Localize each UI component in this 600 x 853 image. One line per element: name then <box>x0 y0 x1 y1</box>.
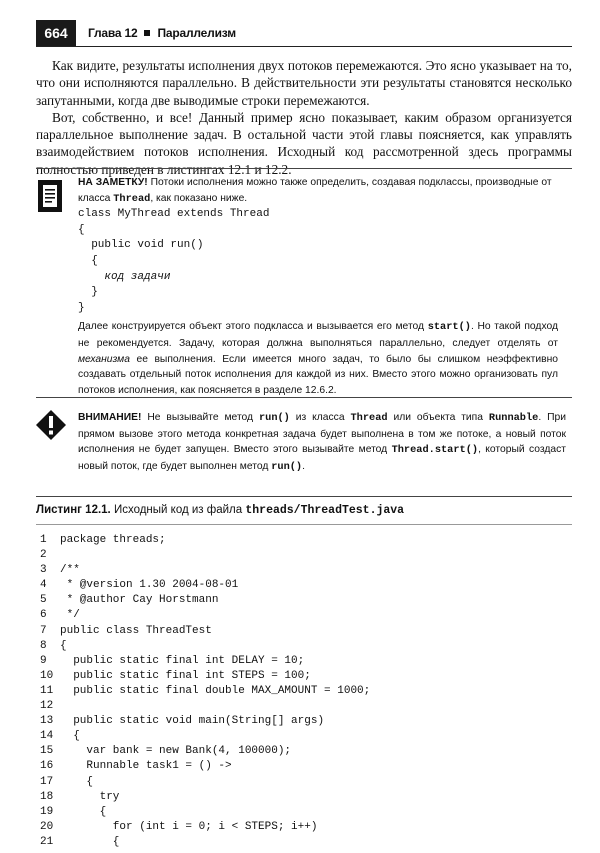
note-icon <box>38 180 62 212</box>
line-code: /** <box>60 564 80 577</box>
warning-text: Не вызывайте метод <box>141 412 259 423</box>
warning-lead: ВНИМАНИЕ! <box>78 412 142 423</box>
listing-caption <box>36 504 404 517</box>
body-text <box>36 57 572 178</box>
line-number: 14 <box>40 730 54 743</box>
note-code-line: public void run() <box>78 239 204 252</box>
code-line <box>36 775 572 790</box>
warning-text: или объекта типа <box>387 412 489 423</box>
paragraph-1: Как видите, результаты исполнения двух потоков перемежаются. Это ясно указывает на то, что они исполняются параллельно. В действительности эти результаты становятся несколько запутанными, когда две выводимые строки перемежаются. <box>36 58 572 108</box>
chapter-title: Параллелизм <box>157 26 236 40</box>
line-number: 2 <box>40 549 47 562</box>
warning-code: run() <box>258 412 290 424</box>
code-line <box>36 699 572 714</box>
code-line <box>36 563 572 578</box>
line-code: public static final int STEPS = 100; <box>60 669 311 682</box>
line-code: public static void main(String[] args) <box>60 715 325 728</box>
line-code: var bank = new Bank(4, 100000); <box>60 745 292 758</box>
line-code: try <box>60 790 120 803</box>
warning-code: Runnable <box>488 412 539 424</box>
paragraph-2: Вот, собственно, и все! Данный пример ясно показывает, каким образом организуется параллельное выполнение задач. В остальной части этой главы поясняется, как управлять взаимодействием потоков исполнения. Исходный код рассмотренной здесь программы полностью приведен в листингах 12.1 и 12.2. <box>36 109 572 177</box>
note-code-line: код задачи <box>78 270 171 283</box>
code-line <box>36 684 572 699</box>
note-after-method: start() <box>427 321 471 334</box>
code-line <box>36 608 572 623</box>
note-content <box>78 175 558 398</box>
note-bottom-rule <box>36 397 572 398</box>
listing-caption-rule <box>36 524 572 525</box>
warning-content <box>78 410 566 475</box>
code-line <box>36 805 572 820</box>
note-intro-class: Thread <box>113 192 151 205</box>
warning-text: , который создаст новый поток, где будет выполнен метод <box>78 444 566 472</box>
line-number: 8 <box>40 639 47 652</box>
note-intro <box>78 175 558 207</box>
line-number: 3 <box>40 564 47 577</box>
note-intro-text-a: Потоки исполнения можно также определить, создавая подклассы, производные от класса <box>78 177 552 204</box>
chapter-label: Глава 12 <box>88 26 138 40</box>
code-line <box>36 669 572 684</box>
note-code-line: class MyThread extends Thread <box>78 208 270 221</box>
line-code: * @version 1.30 2004-08-01 <box>60 579 239 592</box>
warning-code: Thread <box>350 412 388 424</box>
note-after-c: ее выполнения. Если имеется много задач, то было бы слишком неэффективно создавать отдельный поток исполнения для каждой из них. Вместо этого можно организовать пул потоков исполнения, как поясняется в разделе 12.6.2. <box>78 353 558 396</box>
code-line <box>36 790 572 805</box>
line-number: 20 <box>40 820 54 833</box>
line-number: 7 <box>40 624 47 637</box>
note-code-line: } <box>78 286 98 299</box>
note-intro-text-b: , как показано ниже. <box>150 192 248 204</box>
note-after-text <box>78 319 558 398</box>
line-code: { <box>60 730 80 743</box>
warning-code: run() <box>271 460 303 473</box>
line-number: 10 <box>40 669 54 682</box>
page-number: 664 <box>36 20 76 46</box>
line-code: public static final int DELAY = 10; <box>60 654 305 667</box>
note-top-rule <box>36 168 572 169</box>
code-line <box>36 593 572 608</box>
note-code-line: { <box>78 254 98 267</box>
code-line <box>36 533 572 548</box>
line-number: 19 <box>40 805 54 818</box>
code-line <box>36 624 572 639</box>
code-line <box>36 729 572 744</box>
code-line <box>36 654 572 669</box>
line-number: 4 <box>40 579 47 592</box>
note-code-line: { <box>78 223 85 236</box>
listing-label: Листинг 12.1. <box>36 504 111 516</box>
line-number: 15 <box>40 745 54 758</box>
line-number: 6 <box>40 609 47 622</box>
code-line <box>36 548 572 563</box>
line-number: 18 <box>40 790 54 803</box>
code-line <box>36 759 572 774</box>
line-code: { <box>60 775 94 788</box>
line-number: 13 <box>40 715 54 728</box>
line-code: { <box>60 805 107 818</box>
page-header <box>36 20 572 47</box>
note-after-b: . Но такой подход не рекомендуется. Задачу, которая должна выполняться параллельно, следует отделять от <box>78 321 558 349</box>
line-number: 11 <box>40 684 54 697</box>
line-number: 17 <box>40 775 54 788</box>
line-code: * @author Cay Horstmann <box>60 594 219 607</box>
listing-top-rule <box>36 496 572 497</box>
code-line <box>36 820 572 835</box>
line-number: 16 <box>40 760 54 773</box>
line-number: 12 <box>40 700 54 713</box>
line-code: Runnable task1 = () -> <box>60 760 232 773</box>
note-after-a: Далее конструируется объект этого подкласса и вызывается его метод <box>78 321 428 333</box>
line-number: 1 <box>40 534 47 546</box>
code-line <box>36 835 572 850</box>
line-code: { <box>60 835 120 848</box>
code-line <box>36 714 572 729</box>
line-number: 5 <box>40 594 47 607</box>
running-head <box>88 20 236 46</box>
warning-text: из класса <box>289 412 351 423</box>
code-line <box>36 578 572 593</box>
code-line <box>36 744 572 759</box>
line-number: 9 <box>40 654 47 667</box>
line-code: */ <box>60 609 80 622</box>
line-number: 21 <box>40 835 54 848</box>
note-lead: НА ЗАМЕТКУ! <box>78 177 148 188</box>
note-code-line: } <box>78 301 85 314</box>
warning-text: . При прямом вызове этого метода конкретная задача будет выполнена в том же потоке, а новый поток исполнения не будет запущен. Вместо этого вызывайте метод <box>78 412 566 456</box>
line-code: { <box>60 639 67 652</box>
warning-code: Thread.start() <box>391 444 479 457</box>
line-code: public class ThreadTest <box>60 624 212 637</box>
line-code: public static final double MAX_AMOUNT = 1000; <box>60 684 371 697</box>
listing-path: threads/ThreadTest.java <box>245 504 405 517</box>
code-listing <box>36 533 572 850</box>
separator-square-icon <box>144 30 150 36</box>
note-after-italic: механизма <box>78 353 130 365</box>
note-code-block <box>78 207 558 316</box>
code-line <box>36 639 572 654</box>
line-code: for (int i = 0; i < STEPS; i++) <box>60 820 318 833</box>
warning-icon <box>36 410 66 440</box>
warning-text: . <box>302 460 305 472</box>
listing-caption-text: Исходный код из файла <box>110 504 246 516</box>
line-code: package threads; <box>60 534 166 546</box>
